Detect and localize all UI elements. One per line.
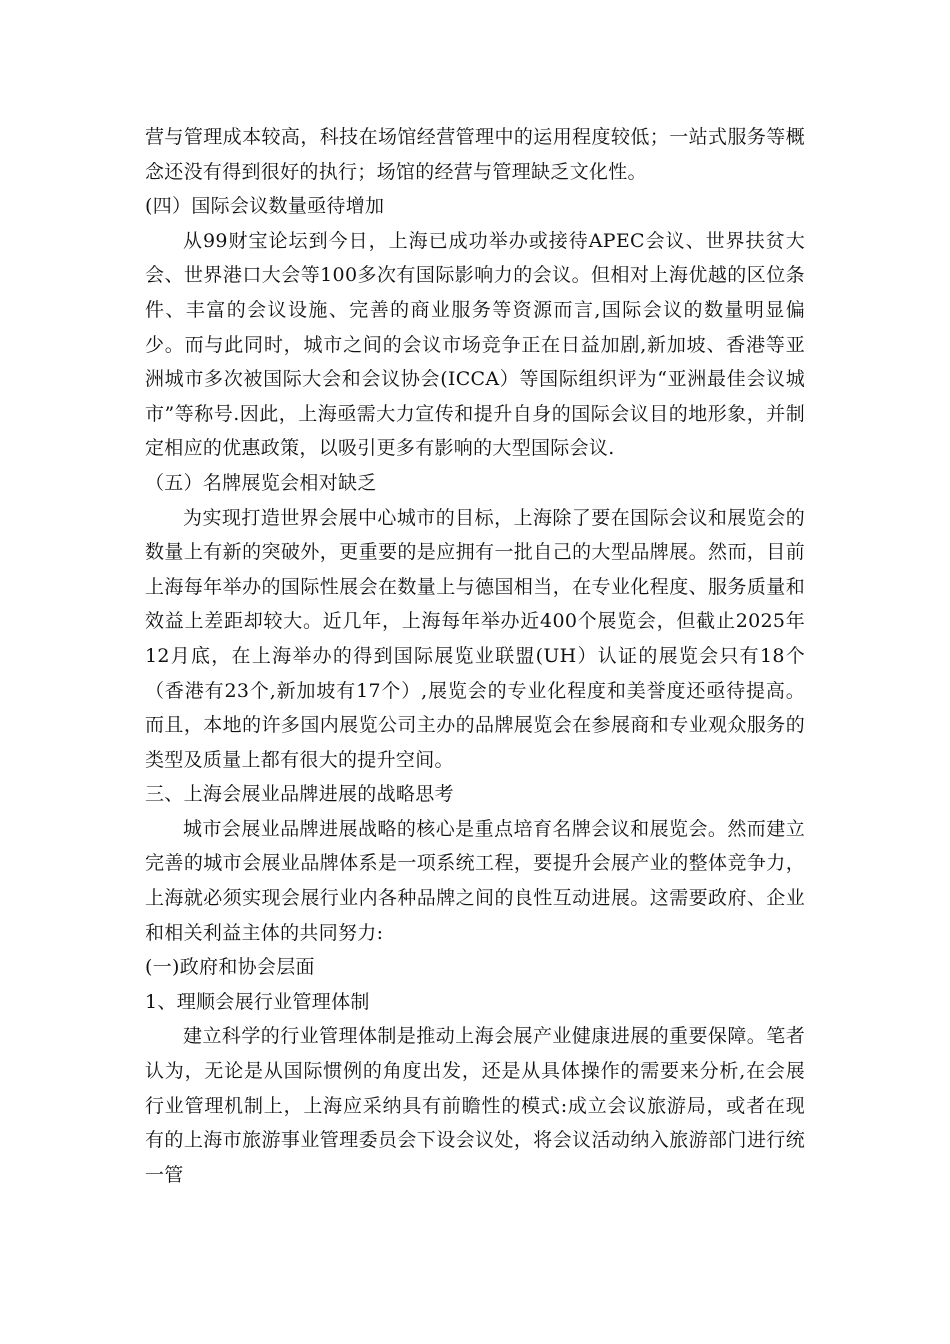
paragraph-venue-management: 营与管理成本较高，科技在场馆经营管理中的运用程度较低；一站式服务等概念还没有得到很好的执行；场馆的经营与管理缺乏文化性。 [145, 126, 805, 183]
paragraph-brand-exhibitions: 为实现打造世界会展中心城市的目标，上海除了要在国际会议和展览会的数量上有新的突破外，更重要的是应拥有一批自己的大型品牌展。然而，目前上海每年举办的国际性展会在数量上与德国相当，在专业化程度、服务质量和效益上差距却较大。近几年，上海每年举办近400个展览会，但截止2025年12月底，在上海举办的得到国际展览业联盟(UH）认证的展览会只有18个（香港有23个,新加坡有17个）,展览会的专业化程度和美誉度还亟待提高。而且，本地的许多国内展览公司主办的品牌展览会在参展商和专业观众服务的类型及质量上都有很大的提升空间。 [145, 506, 805, 771]
paragraph-strategy: 城市会展业品牌进展战略的核心是重点培育名牌会议和展览会。然而建立完善的城市会展业品牌体系是一项系统工程，要提升会展产业的整体竞争力，上海就必须实现会展行业内各种品牌之间的良性互动进展。这需要政府、企业和相关利益主体的共同努力: [145, 817, 805, 944]
document-body [145, 120, 805, 1192]
section-heading-international-conferences: (四）国际会议数量亟待增加 [145, 195, 385, 218]
paragraph-management-system: 建立科学的行业管理体制是推动上海会展产业健康进展的重要保障。笔者认为，无论是从国际惯例的角度出发，还是从具体操作的需要来分析,在会展行业管理机制上，上海应采纳具有前瞻性的模式:成立会议旅游局，或者在现有的上海市旅游事业管理委员会下设会议处，将会议活动纳入旅游部门进行统一管 [145, 1025, 805, 1186]
paragraph-international-conferences: 从99财宝论坛到今日，上海已成功举办或接待APEC会议、世界扶贫大会、世界港口大会等100多次有国际影响力的会议。但相对上海优越的区位条件、丰富的会议设施、完善的商业服务等资源而言,国际会议的数量明显偏少。而与此同时，城市之间的会议市场竞争正在日益加剧,新加坡、香港等亚洲城市多次被国际大会和会议协会(ICCA）等国际组织评为“亚洲最佳会议城市”等称号.因此，上海亟需大力宣传和提升自身的国际会议目的地形象，并制定相应的优惠政策，以吸引更多有影响的大型国际会议. [145, 229, 805, 460]
section-heading-brand-exhibitions: （五）名牌展览会相对缺乏 [145, 471, 377, 494]
section-heading-strategy: 三、上海会展业品牌进展的战略思考 [145, 783, 454, 806]
subsection-heading-government: (一)政府和协会层面 [145, 956, 315, 979]
subsection-heading-management-system: 1、理顺会展行业管理体制 [145, 990, 370, 1013]
